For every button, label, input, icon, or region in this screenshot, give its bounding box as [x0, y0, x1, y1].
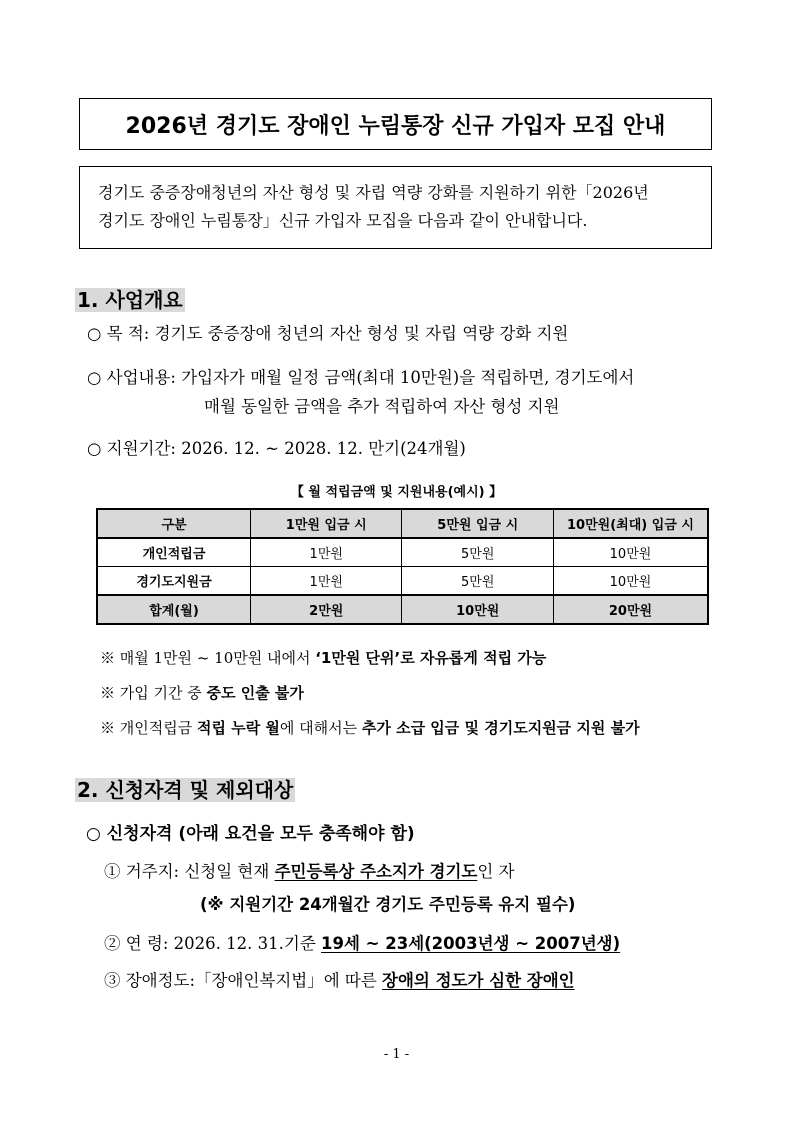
intro-box [79, 166, 712, 249]
table-header-row [97, 509, 708, 538]
table-header-cell: 1만원 입금 시 [251, 509, 402, 538]
eligibility-item-1-sub: (※ 지원기간 24개월간 경기도 주민등록 유지 필수) [200, 895, 576, 914]
table-cell: 10만원 [553, 538, 708, 567]
table-cell: 2만원 [251, 595, 402, 624]
period-line: ○ 지원기간: 2026. 12. ~ 2028. 12. 만기(24개월) [87, 439, 466, 458]
note-3-text-mid: 에 대해서는 [279, 719, 362, 737]
eligibility-item-1 [104, 860, 514, 884]
table-cell: 1만원 [251, 538, 402, 567]
savings-table [96, 508, 709, 625]
content-line-1: ○ 사업내용: 가입자가 매월 일정 금액(최대 10만원)을 적립하면, 경기도에서 [87, 368, 635, 387]
note-1 [100, 647, 546, 669]
note-3-emphasis-1: 적립 누락 월 [197, 719, 280, 737]
note-3-text: ※ 개인적립금 [100, 719, 197, 737]
item-1-suffix: 인 자 [477, 862, 515, 881]
note-2-text: ※ 가입 기간 중 [100, 684, 207, 702]
table-cell: 5만원 [402, 567, 554, 596]
item-1-emphasis: 주민등록상 주소지가 경기도 [274, 862, 478, 881]
eligibility-item-2 [104, 932, 620, 956]
note-2-emphasis: 중도 인출 불가 [206, 684, 304, 702]
table-cell: 1만원 [251, 567, 402, 596]
table-row-label: 합계(월) [97, 595, 251, 624]
table-header-cell: 구분 [97, 509, 251, 538]
table-cell: 20만원 [553, 595, 708, 624]
intro-line-1: 경기도 중증장애청년의 자산 형성 및 자립 역량 강화를 지원하기 위한「2026년 [98, 183, 649, 202]
section-2-heading: 2. 신청자격 및 제외대상 [77, 778, 294, 802]
note-1-emphasis: ‘1만원 단위’로 자유롭게 적립 가능 [315, 649, 547, 667]
note-3-emphasis-2: 추가 소급 입금 및 경기도지원금 지원 불가 [361, 719, 640, 737]
page-title: 2026년 경기도 장애인 누림통장 신규 가입자 모집 안내 [79, 98, 712, 150]
table-cell: 5만원 [402, 538, 554, 567]
note-3 [100, 717, 640, 739]
table-cell: 10만원 [553, 567, 708, 596]
table-header-cell: 5만원 입금 시 [402, 509, 554, 538]
item-2-text: ② 연 령: 2026. 12. 31.기준 [104, 934, 322, 953]
purpose-line: ○ 목 적: 경기도 중증장애 청년의 자산 형성 및 자립 역량 강화 지원 [87, 324, 569, 343]
table-caption: 【 월 적립금액 및 지원내용(예시) 】 [290, 485, 503, 500]
table-row-label: 경기도지원금 [97, 567, 251, 596]
content-line-2: 매월 동일한 금액을 추가 적립하여 자산 형성 지원 [204, 397, 560, 416]
item-2-emphasis: 19세 ~ 23세(2003년생 ~ 2007년생) [321, 934, 621, 953]
section-1-heading: 1. 사업개요 [77, 288, 183, 312]
table-header-cell: 10만원(최대) 입금 시 [553, 509, 708, 538]
table-row [97, 567, 708, 596]
table-row-label: 개인적립금 [97, 538, 251, 567]
eligibility-item-3 [104, 969, 575, 993]
note-2 [100, 682, 304, 704]
item-3-emphasis: 장애의 정도가 심한 장애인 [382, 971, 575, 990]
table-row [97, 538, 708, 567]
table-total-row [97, 595, 708, 624]
intro-line-2: 경기도 장애인 누림통장」신규 가입자 모집을 다음과 같이 안내합니다. [98, 211, 588, 230]
page-number: - 1 - [383, 1047, 410, 1062]
item-1-text: ① 거주지: 신청일 현재 [104, 862, 275, 881]
eligibility-heading: ○ 신청자격 (아래 요건을 모두 충족해야 함) [86, 824, 415, 844]
note-1-text: ※ 매월 1만원 ~ 10만원 내에서 [100, 649, 316, 667]
table-cell: 10만원 [402, 595, 554, 624]
item-3-text: ③ 장애정도:「장애인복지법」에 따른 [104, 971, 383, 990]
